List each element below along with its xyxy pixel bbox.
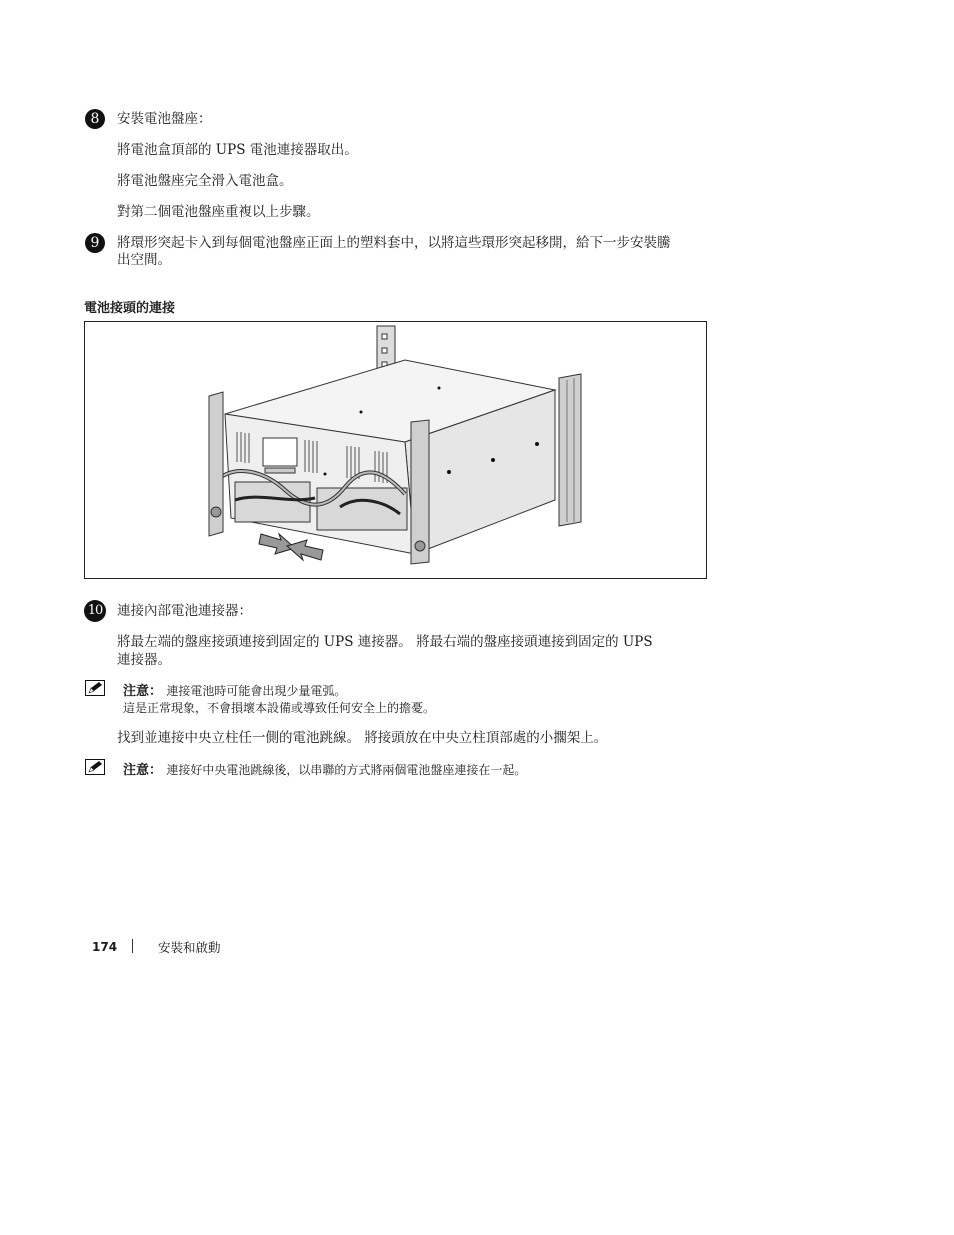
note-pencil-icon: [85, 759, 105, 775]
ups-rack-illustration: [85, 322, 706, 578]
note-1-line-1: [123, 683, 346, 700]
figure-battery-connection: [84, 321, 707, 579]
figure-caption: 電池接頭的連接: [84, 301, 176, 316]
step-8-title: 安裝電池盤座：: [117, 111, 212, 127]
note-1-label: 注意：: [123, 684, 163, 699]
step-10-para-2: 找到並連接中央立柱任一側的電池跳線。 將接頭放在中央立柱頂部處的小擱架上。: [117, 730, 608, 746]
step-9-line-1: 將環形突起卡入到每個電池盤座正面上的塑料套中，以將這些環形突起移開，給下一步安裝騰: [117, 235, 671, 251]
step-9-line-2: 出空間。: [117, 252, 171, 268]
step-8-line-2: 將電池盤座完全滑入電池盒。: [117, 173, 293, 189]
page-number: 174: [92, 940, 118, 954]
step-10-badge: 10: [84, 600, 106, 622]
note-2-text: 連接好中央電池跳線後，以串聯的方式將兩個電池盤座連接在一起。: [166, 763, 527, 777]
step-10-title: 連接內部電池連接器：: [117, 603, 252, 619]
step-10-para-line-1: 將最左端的盤座接頭連接到固定的 UPS 連接器。 將最右端的盤座接頭連接到固定的 UPS: [117, 634, 653, 650]
note-2-label: 注意：: [123, 763, 163, 778]
footer-section-title: 安裝和啟動: [158, 940, 221, 955]
footer-separator: [132, 939, 133, 953]
note-2-line-1: [123, 762, 526, 779]
note-1-line-2: 這是正常現象，不會損壞本設備或導致任何安全上的擔憂。: [123, 701, 436, 715]
step-8-line-3: 對第二個電池盤座重複以上步驟。: [117, 204, 320, 220]
step-8-line-1: 將電池盒頂部的 UPS 電池連接器取出。: [117, 142, 358, 158]
step-8-badge: 8: [85, 109, 105, 129]
step-10-para-line-2: 連接器。: [117, 652, 171, 668]
note-1-text: 連接電池時可能會出現少量電弧。: [166, 684, 347, 698]
note-pencil-icon: [85, 680, 105, 696]
step-9-badge: 9: [85, 233, 105, 253]
